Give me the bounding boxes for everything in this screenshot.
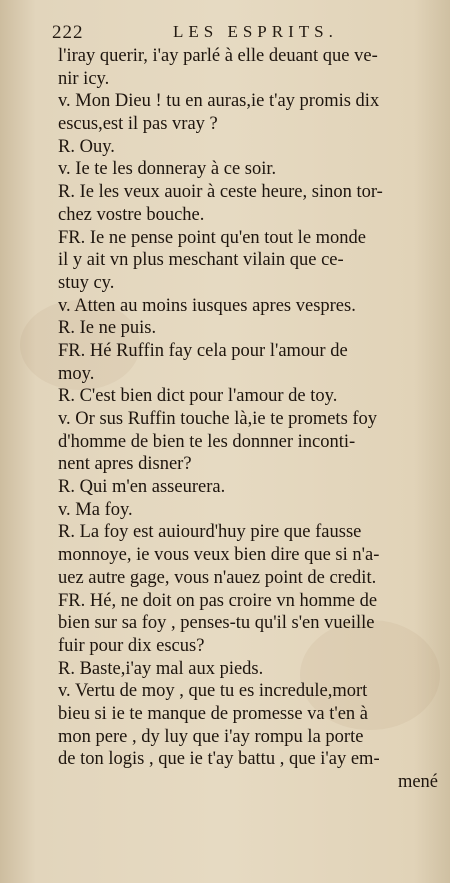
text-line: bieu si ie te manque de promesse va t'en à <box>58 703 369 724</box>
text-line: il y ait vn plus meschant vilain que ce- <box>58 250 344 271</box>
text-line: mon pere , dy luy que i'ay rompu la porte <box>58 726 364 747</box>
text-line: de ton logis , que ie t'ay battu , que i'ay em- <box>58 749 380 770</box>
text-line: R. C'est bien dict pour l'amour de toy. <box>58 386 338 407</box>
text-line: R. La foy est auiourd'huy pire que fausse <box>58 522 362 543</box>
text-line: FR. Hé, ne doit on pas croire vn homme de <box>58 590 378 611</box>
text-line: d'homme de bien te les donnner inconti- <box>58 431 356 452</box>
page-number: 222 <box>52 22 84 43</box>
text-line: v. Vertu de moy , que tu es incredule,mort <box>58 681 368 702</box>
text-line: v. Atten au moins iusques apres vespres. <box>58 295 356 316</box>
text-line: l'iray querir, i'ay parlé à elle deuant que ve- <box>58 46 378 66</box>
text-line: uez autre gage, vous n'auez point de credit. <box>58 567 377 588</box>
text-line: v. Ma foy. <box>58 499 133 520</box>
text-line: v. Ie te les donneray à ce soir. <box>58 159 277 180</box>
running-title: LES ESPRITS. <box>173 22 338 41</box>
page-body <box>58 45 438 794</box>
text-line: monnoye, ie vous veux bien dire que si n'a- <box>58 545 380 566</box>
text-line: R. Baste,i'ay mal aux pieds. <box>58 658 264 679</box>
text-line: R. Ie les veux auoir à ceste heure, sinon tor- <box>58 182 383 203</box>
page-header <box>52 22 442 46</box>
text-line: bien sur sa foy , penses-tu qu'il s'en vueille <box>58 613 375 634</box>
text-line: R. Ie ne puis. <box>58 318 157 339</box>
text-line: nir icy. <box>58 68 110 89</box>
text-line: v. Mon Dieu ! tu en auras,ie t'ay promis dix <box>58 91 380 112</box>
text-line: fuir pour dix escus? <box>58 635 205 656</box>
text-line: FR. Ie ne pense point qu'en tout le monde <box>58 227 367 248</box>
text-line: stuy cy. <box>58 272 115 293</box>
text-line: v. Or sus Ruffin touche là,ie te promets foy <box>58 409 378 429</box>
text-line: chez vostre bouche. <box>58 204 205 225</box>
text-line: R. Qui m'en asseurera. <box>58 477 226 498</box>
text-line: nent apres disner? <box>58 454 192 475</box>
catchword: mené <box>397 772 438 792</box>
text-line: escus,est il pas vray ? <box>58 114 218 135</box>
text-line: R. Ouy. <box>58 136 115 157</box>
text-line: FR. Hé Ruffin fay cela pour l'amour de <box>58 340 348 361</box>
text-line: moy. <box>58 363 95 384</box>
